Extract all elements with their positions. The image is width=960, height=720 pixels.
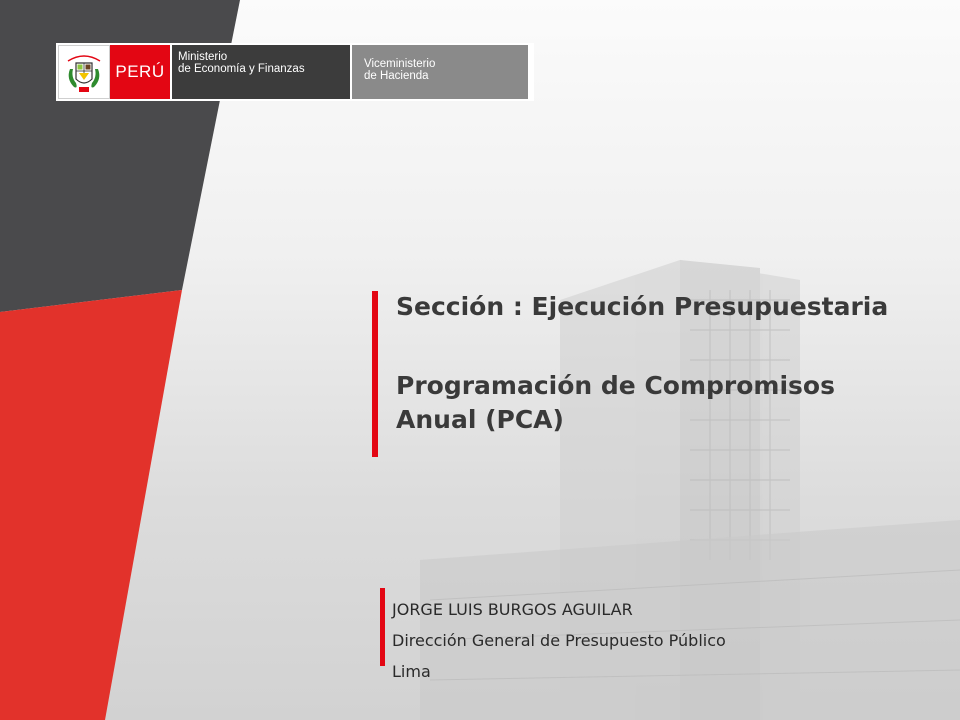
presenter-accent-bar [380,588,385,666]
viceministry-line-2: de Hacienda [364,70,429,82]
presenter-info [392,594,726,687]
subtitle-line-2: Anual (PCA) [396,405,564,434]
red-band [0,290,182,720]
ministry-line-1: Ministerio [178,51,228,63]
ministry-header [56,43,534,101]
presenter-name: JORGE LUIS BURGOS AGUILAR [392,600,633,619]
presenter-city: Lima [392,662,431,681]
title-accent-bar [372,291,378,457]
presenter-department: Dirección General de Presupuesto Público [392,631,726,650]
slide-title [396,290,951,437]
ministry-line-2: de Economía y Finanzas [178,63,305,75]
viceministry-line-1: Viceministerio [364,58,436,70]
viceministry-label [352,45,528,99]
peru-label: PERÚ [110,45,170,99]
ministry-label [172,45,350,99]
section-title: Sección : Ejecución Presupuestaria [396,292,889,321]
subtitle-line-1: Programación de Compromisos [396,371,835,400]
coat-of-arms-icon [58,45,110,99]
